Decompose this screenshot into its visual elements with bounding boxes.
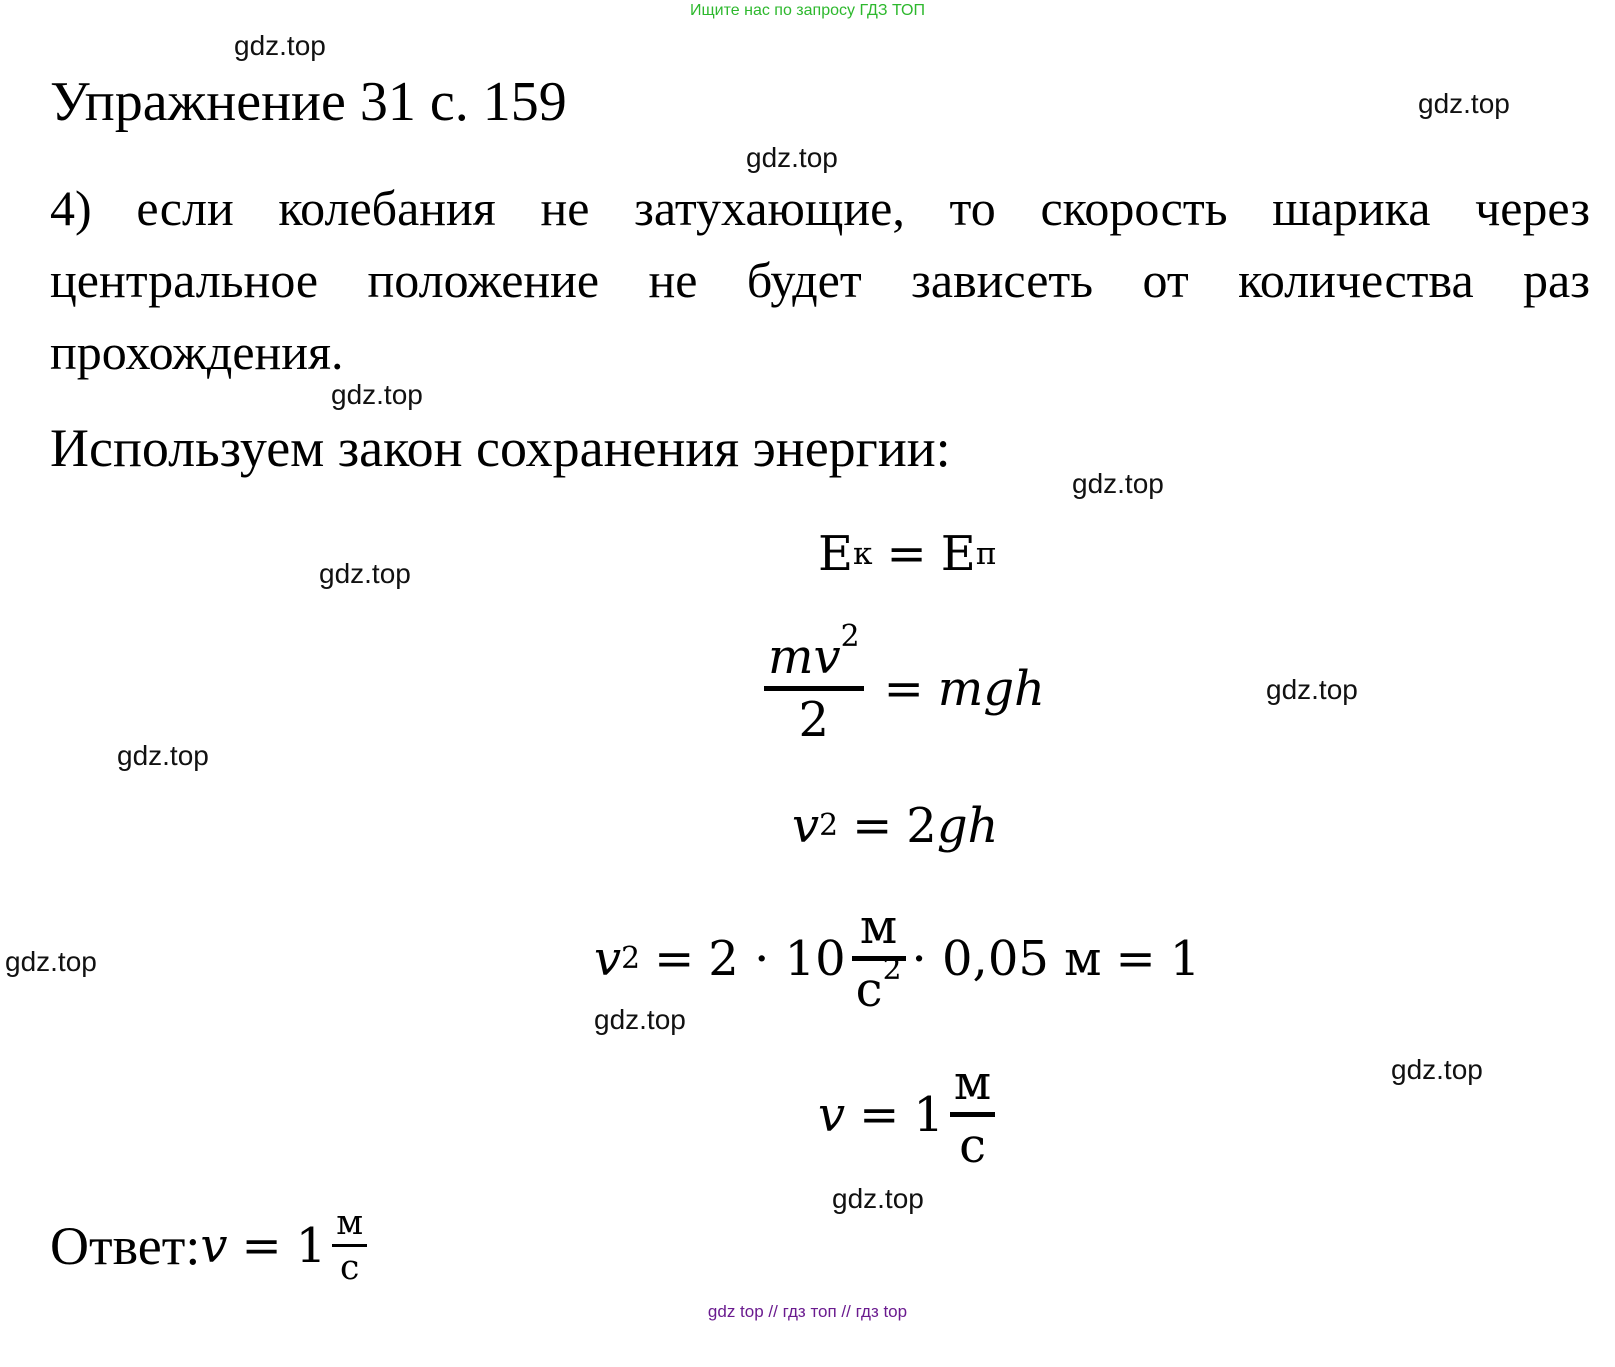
equals-sign: = [883,660,924,717]
result-value: 1 [295,1217,327,1274]
equals-sign: = [886,526,927,582]
watermark: gdz.top [746,142,838,173]
numeric-factor: 2 · 10 [708,930,846,987]
unit-denominator [852,952,906,1019]
unit-fraction [852,899,906,1019]
energy-symbol: E [818,526,854,582]
velocity-variable: v [200,1217,228,1274]
answer-paragraph: 4) если колебания не затухающие, то скорость шарика через центральное положение не будет зависеть от количества раз прохождения. [50,180,1590,380]
answer-label: Ответ: [50,1215,201,1276]
watermark: gdz.top [234,30,326,61]
fraction-bar [950,1112,995,1117]
answer-expression [200,1205,373,1287]
unit-numerator: м [953,1055,992,1111]
equals-sign: = [1115,930,1156,987]
method-text: Используем закон сохранения энергии: [50,418,951,478]
coefficient: 2 [906,798,937,854]
result-value: 1 [913,1086,944,1143]
search-banner[interactable]: Ищите нас по запросу ГДЗ ТОП [690,2,925,19]
velocity-variable: v [813,629,841,685]
final-answer [50,1205,373,1287]
equals-sign: = [654,930,695,987]
fraction-bar [764,686,864,691]
footer-links[interactable]: gdz top // гдз топ // гдз top [707,1302,908,1321]
equals-sign: = [241,1217,282,1274]
equals-sign: = [852,798,893,854]
equation-numeric-substitution: v 2 = 2 · 10 м $с^2$ · 0,05 м = 1 [594,899,1201,1019]
fraction-denominator: 2 [798,692,830,749]
watermark: gdz.top [117,740,209,771]
watermark: gdz.top [331,379,423,410]
watermark: gdz.top [1266,674,1358,705]
equation-kinetic-potential [758,619,1045,749]
velocity-variable: v [594,930,622,987]
fraction-numerator [764,619,864,685]
fraction [764,619,864,749]
equation-energy-equality: E к = E п [818,526,997,582]
watermark: gdz.top [1391,1054,1483,1085]
unit-denominator: с [340,1248,360,1289]
watermark: gdz.top [594,1004,686,1035]
unit-denominator: с [959,1118,986,1175]
unit-numerator: м [859,899,898,955]
result-value: 1 [1169,930,1201,987]
rhs-expression: mgh [937,660,1045,717]
watermark: gdz.top [319,558,411,589]
mass-variable: m [768,629,814,685]
unit-fraction [332,1205,367,1287]
watermark: gdz.top [1072,468,1164,499]
watermark: gdz.top [1418,88,1510,119]
watermark: gdz.top [832,1183,924,1214]
unit-fraction [950,1055,995,1175]
exponent: 2 [882,952,902,988]
watermark: gdz.top [5,946,97,977]
velocity-variable: v [818,1086,846,1143]
page-title: Упражнение 31 с. 159 [50,71,567,133]
energy-symbol: E [940,526,976,582]
exponent: 2 [840,619,860,655]
equation-velocity-squared: v 2 = 2 gh [792,798,999,854]
unit-numerator: м [336,1203,364,1243]
rhs-expression: gh [936,798,999,854]
equals-sign: = [859,1086,900,1143]
velocity-variable: v [792,798,820,854]
numeric-factor: · 0,05 м [911,930,1102,987]
equation-velocity-result [818,1055,1001,1175]
unit-seconds: с [855,962,883,1019]
fraction-bar [332,1244,367,1247]
